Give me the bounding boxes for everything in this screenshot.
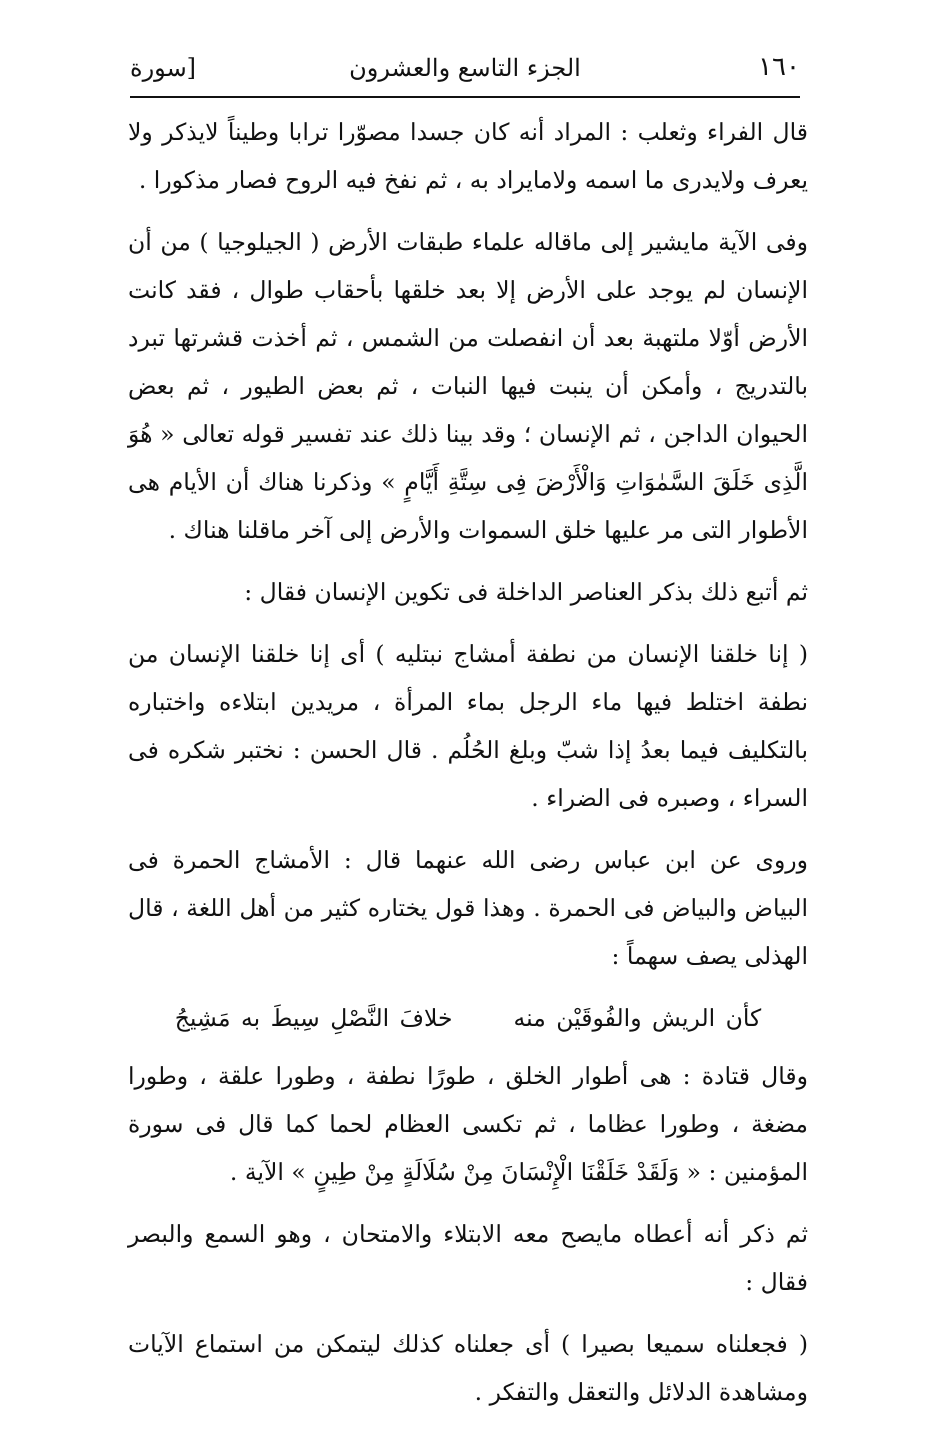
verse-second-hemistich: خلافَ النَّصْلِ سِيطَ به مَشِيجُ xyxy=(174,1004,453,1032)
page-number: ١٦٠ xyxy=(758,52,800,82)
paragraph: وفى الآية مايشير إلى ماقاله علماء طبقات الأرض ( الجيلوجيا ) من أن الإنسان لم يوجد على الأرض إلا بعد خلقها بأحقاب طوال ، فقد كانت الأرض أوّلا ملتهبة بعد أن انفصلت من الشمس ، ثم أخذت قشرتها تبرد بالتدريج ، وأمكن أن ينبت فيها النبات ، ثم بعض الطيور ، ثم بعض الحيوان الداجن ، ثم الإنسان ؛ وقد بينا ذلك عند تفسير قوله تعالى « هُوَ الَّذِى خَلَقَ السَّمٰوَاتِ وَالْأَرْضَ فِى سِتَّةِ أَيَّامٍ » وذكرنا هناك أن الأيام هى الأطوار التى مر عليها خلق السموات والأرض إلى آخر ماقلنا هناك . xyxy=(128,228,808,544)
page-body xyxy=(128,108,808,1430)
paragraph: ( فجعلناه سميعا بصيرا ) أى جعلناه كذلك ليتمكن من استماع الآيات ومشاهدة الدلائل والتعقل والتفكر . xyxy=(128,1330,808,1406)
paragraph: ثم أتبع ذلك بذكر العناصر الداخلة فى تكوين الإنسان فقال : xyxy=(244,578,808,606)
paragraph: وقال قتادة : هى أطوار الخلق ، طورًا نطفة ، وطورا علقة ، وطورا مضغة ، وطورا عظاما ، ثم تكسى العظام لحما كما قال فى سورة المؤمنين : « وَلَقَدْ خَلَقْنَا الْإِنْسَانَ مِنْ سُلَالَةٍ مِنْ طِينٍ » الآية . xyxy=(128,1062,808,1186)
running-header xyxy=(130,48,800,92)
running-title: الجزء التاسع والعشرون xyxy=(349,54,581,82)
paragraph: ( إنا خلقنا الإنسان من نطفة أمشاج نبتليه ) أى إنا خلقنا الإنسان من نطفة اختلط فيها ماء الرجل بماء المرأة ، مريدين ابتلاءه واختباره بالتكليف فيما بعدُ إذا شبّ وبلغ الحُلُم . قال الحسن : نختبر شكره فى السراء ، وصبره فى الضراء . xyxy=(128,640,808,812)
sura-label: [سورة xyxy=(130,54,197,82)
poetry-verse xyxy=(128,994,808,1042)
paragraph: وروى عن ابن عباس رضى الله عنهما قال : الأمشاج الحمرة فى البياض والبياض فى الحمرة . وهذا قول يختاره كثير من أهل اللغة ، قال الهذلى يصف سهماً : xyxy=(128,846,808,970)
verse-first-hemistich: كأن الريش والفُوقَيْن منه xyxy=(513,1004,762,1032)
paragraph: ثم ذكر أنه أعطاه مايصح معه الابتلاء والامتحان ، وهو السمع والبصر فقال : xyxy=(128,1220,808,1296)
paragraph: قال الفراء وثعلب : المراد أنه كان جسدا مصوّرا ترابا وطيناً لايذكر ولا يعرف ولايدرى ما اسمه ولامايراد به ، ثم نفخ فيه الروح فصار مذكورا . xyxy=(128,118,808,194)
header-rule xyxy=(130,96,800,98)
